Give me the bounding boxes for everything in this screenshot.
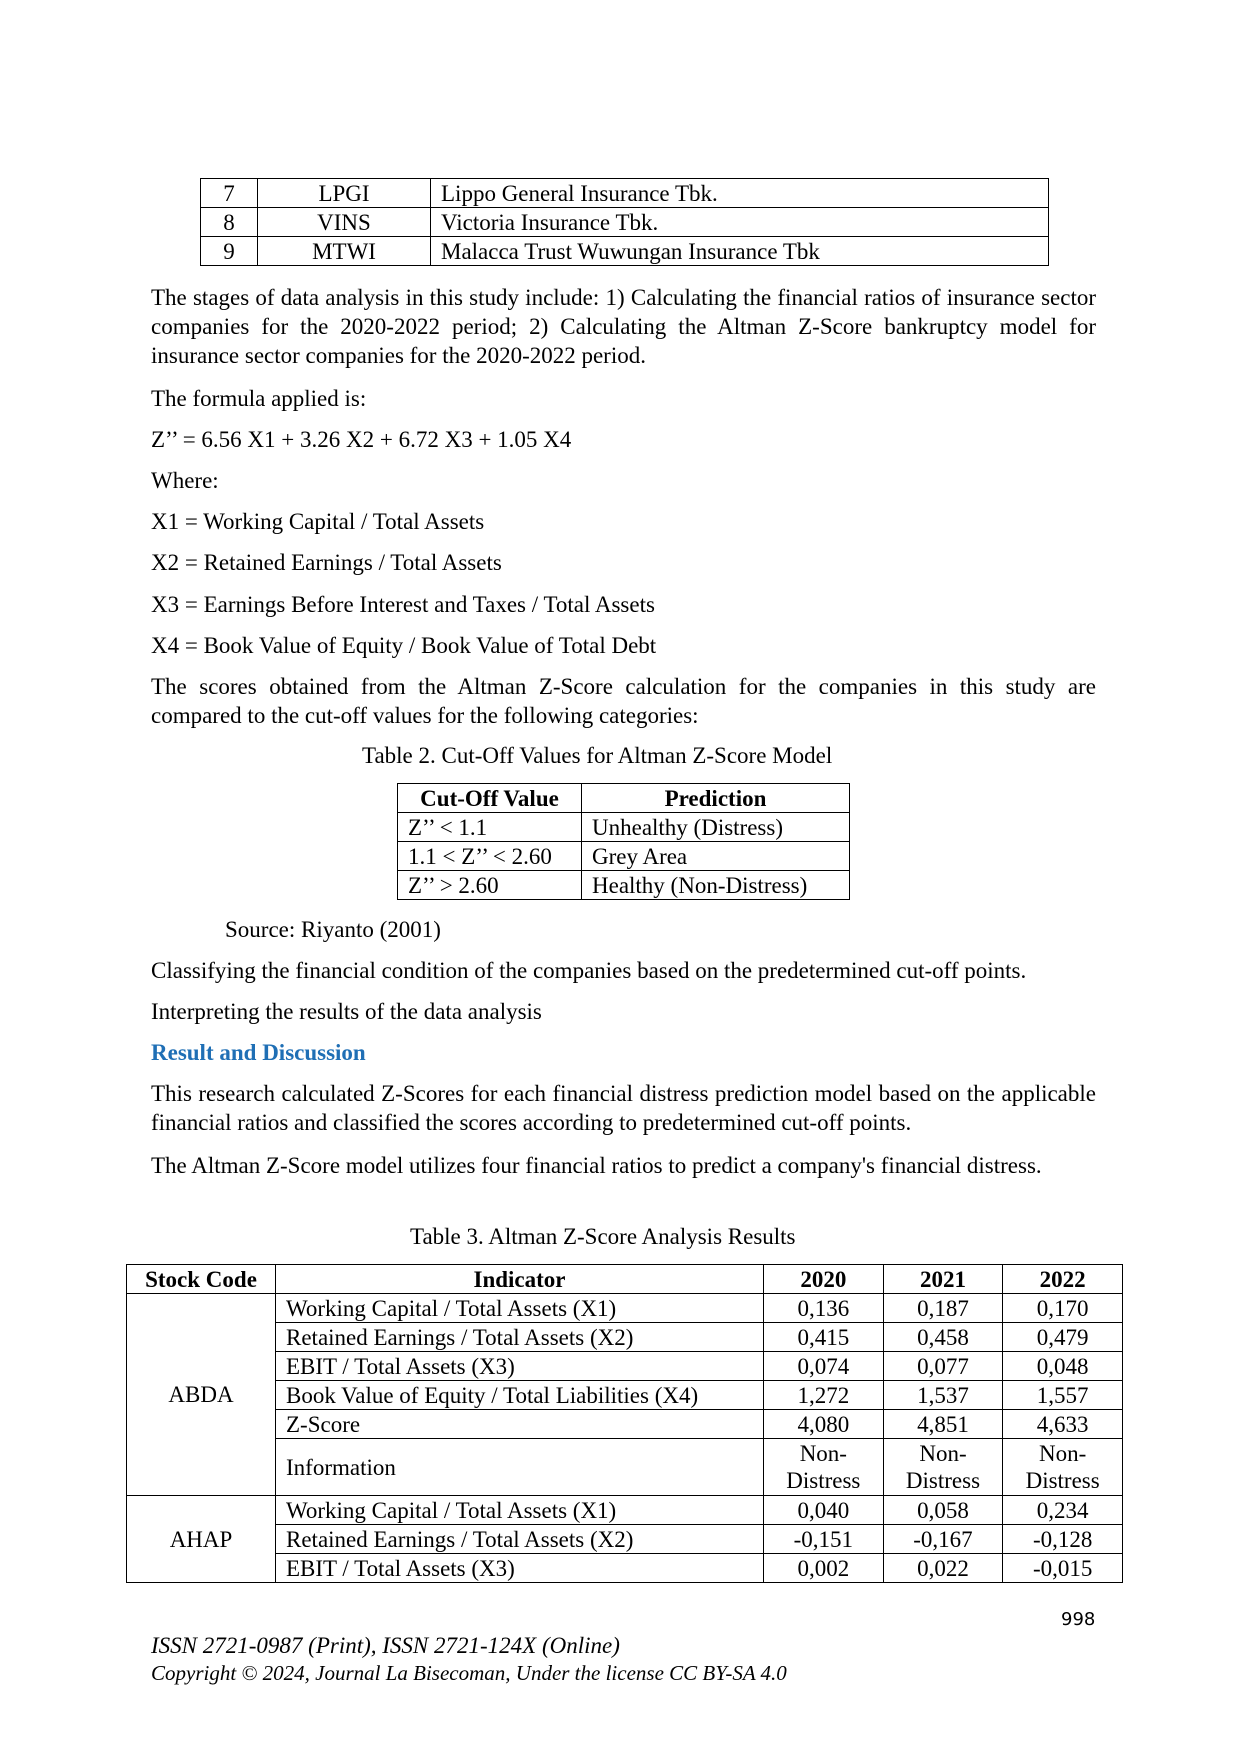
value-2022: -0,015 (1003, 1554, 1123, 1583)
value-2022: 4,633 (1003, 1410, 1123, 1439)
table-row (201, 237, 1049, 266)
paragraph-stages: The stages of data analysis in this study include: 1) Calculating the financial ratios of insurance sector companies for the 2020-2022 period; 2) Calculating the Altman Z-Score bankruptcy model for insurance sector companies for the 2020-2022 period. (151, 285, 1096, 368)
paragraph-model: The Altman Z-Score model utilizes four financial ratios to predict a company's financial distress. (151, 1153, 1042, 1178)
company-number: 9 (201, 237, 258, 266)
table2-caption: Table 2. Cut-Off Values for Altman Z-Score Model (362, 743, 833, 768)
value-2020: 0,415 (764, 1323, 884, 1352)
cutoff-value: 1.1 < Z’’ < 2.60 (398, 842, 582, 871)
value-2022: 0,048 (1003, 1352, 1123, 1381)
value-2020: Non-Distress (764, 1439, 884, 1496)
page-number: 998 (1061, 1609, 1096, 1630)
table2-source: Source: Riyanto (2001) (225, 917, 441, 942)
table-header-row (398, 784, 850, 813)
prediction: Unhealthy (Distress) (582, 813, 850, 842)
table3-caption: Table 3. Altman Z-Score Analysis Results (410, 1224, 796, 1249)
cutoff-value: Z’’ > 2.60 (398, 871, 582, 900)
company-code: LPGI (258, 179, 431, 208)
stock-code: ABDA (127, 1294, 276, 1496)
value-2021: 1,537 (883, 1381, 1003, 1410)
table-row (201, 179, 1049, 208)
value-2021: Non-Distress (883, 1439, 1003, 1496)
value-2022: 1,557 (1003, 1381, 1123, 1410)
company-code: MTWI (258, 237, 431, 266)
table-header-row (127, 1265, 1123, 1294)
definition-x1: X1 = Working Capital / Total Assets (151, 509, 485, 534)
value-2020: 1,272 (764, 1381, 884, 1410)
where-label: Where: (151, 468, 219, 493)
table-row (398, 842, 850, 871)
table-row (127, 1381, 1123, 1410)
table-row (127, 1554, 1123, 1583)
value-2020: 0,074 (764, 1352, 884, 1381)
footer-copyright: Copyright © 2024, Journal La Bisecoman, Under the license CC BY-SA 4.0 (151, 1661, 787, 1685)
value-2021: 0,022 (883, 1554, 1003, 1583)
indicator: Retained Earnings / Total Assets (X2) (276, 1323, 764, 1352)
line-classifying: Classifying the financial condition of the companies based on the predetermined cut-off points. (151, 958, 1027, 983)
value-2021: 0,458 (883, 1323, 1003, 1352)
table-row (127, 1410, 1123, 1439)
indicator: Working Capital / Total Assets (X1) (276, 1496, 764, 1525)
line-interpreting: Interpreting the results of the data analysis (151, 999, 542, 1024)
indicator: Working Capital / Total Assets (X1) (276, 1294, 764, 1323)
value-2020: 0,136 (764, 1294, 884, 1323)
indicator: Z-Score (276, 1410, 764, 1439)
table-row (201, 208, 1049, 237)
value-2020: 4,080 (764, 1410, 884, 1439)
prediction: Healthy (Non-Distress) (582, 871, 850, 900)
table-row (398, 871, 850, 900)
table-row (127, 1352, 1123, 1381)
company-name: Malacca Trust Wuwungan Insurance Tbk (431, 237, 1049, 266)
column-header: Stock Code (127, 1265, 276, 1294)
table-row (127, 1439, 1123, 1496)
definition-x4: X4 = Book Value of Equity / Book Value of Total Debt (151, 633, 657, 658)
value-2021: 0,077 (883, 1352, 1003, 1381)
value-2022: Non-Distress (1003, 1439, 1123, 1496)
prediction: Grey Area (582, 842, 850, 871)
indicator: EBIT / Total Assets (X3) (276, 1352, 764, 1381)
column-header: 2020 (764, 1265, 884, 1294)
definition-x2: X2 = Retained Earnings / Total Assets (151, 550, 502, 575)
value-2021: 0,058 (883, 1496, 1003, 1525)
company-number: 8 (201, 208, 258, 237)
company-code: VINS (258, 208, 431, 237)
table-row (398, 813, 850, 842)
value-2022: 0,479 (1003, 1323, 1123, 1352)
cutoff-value: Z’’ < 1.1 (398, 813, 582, 842)
cutoff-table (397, 783, 850, 900)
column-header: Cut-Off Value (398, 784, 582, 813)
indicator: EBIT / Total Assets (X3) (276, 1554, 764, 1583)
section-heading: Result and Discussion (151, 1040, 366, 1065)
column-header: 2021 (883, 1265, 1003, 1294)
value-2021: -0,167 (883, 1525, 1003, 1554)
paragraph-research: This research calculated Z-Scores for each financial distress prediction model based on the applicable financial ratios and classified the scores according to predetermined cut-off points. (151, 1081, 1096, 1135)
value-2022: 0,170 (1003, 1294, 1123, 1323)
column-header: 2022 (1003, 1265, 1123, 1294)
zscore-results-table (126, 1264, 1123, 1583)
indicator: Retained Earnings / Total Assets (X2) (276, 1525, 764, 1554)
value-2022: -0,128 (1003, 1525, 1123, 1554)
indicator: Book Value of Equity / Total Liabilities (X4) (276, 1381, 764, 1410)
indicator: Information (276, 1439, 764, 1496)
table-row (127, 1525, 1123, 1554)
definition-x3: X3 = Earnings Before Interest and Taxes / Total Assets (151, 592, 655, 617)
value-2020: 0,040 (764, 1496, 884, 1525)
company-number: 7 (201, 179, 258, 208)
companies-table (200, 178, 1049, 266)
paragraph-scores: The scores obtained from the Altman Z-Score calculation for the companies in this study are compared to the cut-off values for the following categories: (151, 674, 1096, 728)
formula-intro: The formula applied is: (151, 386, 367, 411)
table-row (127, 1294, 1123, 1323)
column-header: Prediction (582, 784, 850, 813)
footer-issn: ISSN 2721-0987 (Print), ISSN 2721-124X (Online) (151, 1633, 620, 1658)
company-name: Victoria Insurance Tbk. (431, 208, 1049, 237)
value-2020: 0,002 (764, 1554, 884, 1583)
value-2021: 4,851 (883, 1410, 1003, 1439)
table-row (127, 1323, 1123, 1352)
value-2021: 0,187 (883, 1294, 1003, 1323)
value-2022: 0,234 (1003, 1496, 1123, 1525)
value-2020: -0,151 (764, 1525, 884, 1554)
stock-code: AHAP (127, 1496, 276, 1583)
column-header: Indicator (276, 1265, 764, 1294)
table-row (127, 1496, 1123, 1525)
company-name: Lippo General Insurance Tbk. (431, 179, 1049, 208)
formula: Z’’ = 6.56 X1 + 3.26 X2 + 6.72 X3 + 1.05 X4 (151, 427, 572, 452)
